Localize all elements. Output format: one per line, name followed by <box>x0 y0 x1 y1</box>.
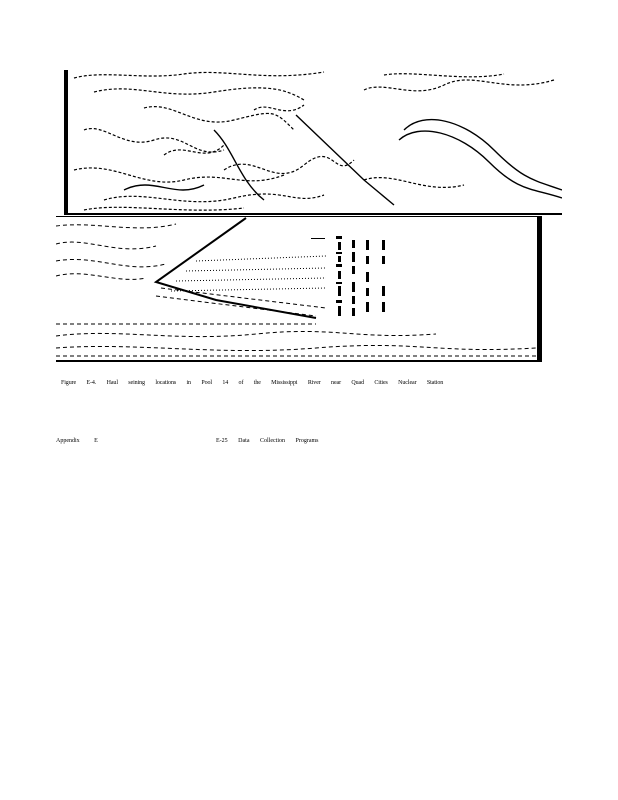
map-panel-lower <box>56 216 542 362</box>
figure-caption: Figure E-4. Haul seining locations in Pool 14 of the Mississippi River near Quad Cities Nuclear Station <box>61 380 444 386</box>
footer-page-section: E-25 Data Collection Programs <box>216 438 319 444</box>
footer-appendix-label: Appendix E <box>56 438 98 444</box>
map-panel-upper <box>64 70 562 215</box>
map-contours-upper <box>64 70 562 215</box>
map-contours-lower <box>56 216 542 362</box>
